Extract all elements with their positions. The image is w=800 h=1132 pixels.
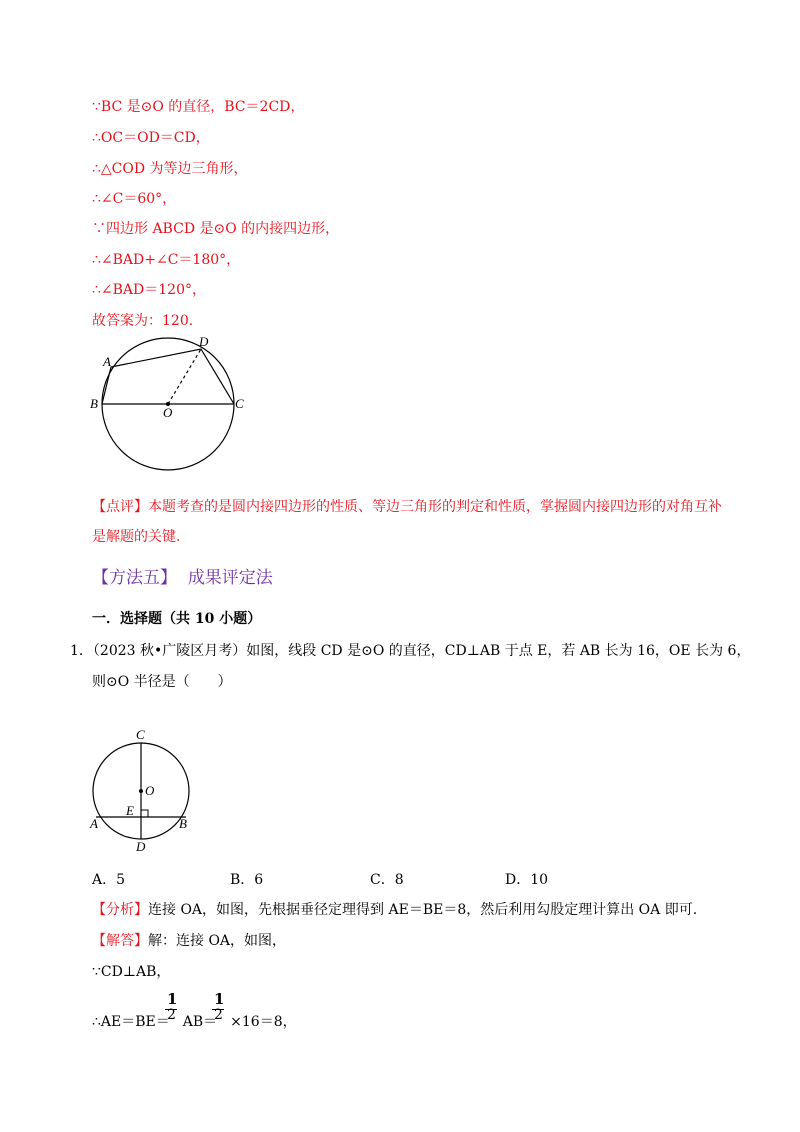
label-b: B bbox=[90, 396, 98, 411]
option-b[interactable]: B．6 bbox=[230, 872, 264, 888]
label-d-2: D bbox=[136, 839, 146, 854]
analysis-text: 连接 OA，如图，先根据垂径定理得到 AE＝BE＝8，然后利用勾股定理计算出 OA 即可. bbox=[148, 902, 698, 918]
section-title: 成果评定法 bbox=[187, 568, 273, 588]
solution-line-2: ∴OC＝OD＝CD， bbox=[92, 130, 210, 146]
solution-line-5: ∵四边形 ABCD 是⊙O 的内接四边形， bbox=[92, 221, 340, 237]
analysis-line bbox=[92, 900, 697, 920]
step-2-lhs: ∴AE＝BE＝ bbox=[92, 1014, 170, 1030]
label-o-2: O bbox=[145, 783, 155, 798]
label-a-2: A bbox=[90, 816, 98, 831]
solution-line-1: ∵BC 是⊙O 的直径，BC＝2CD， bbox=[92, 99, 305, 115]
question-text-1: （2023 秋•广陵区月考）如图，线段 CD 是⊙O 的直径，CD⊥AB 于点 E，若 AB 长为 16，OE 长为 6， bbox=[92, 643, 751, 659]
step-2-rhs: ×16＝8， bbox=[230, 1014, 297, 1030]
label-o: O bbox=[163, 405, 173, 420]
fraction-1-denominator: 2 bbox=[167, 1007, 176, 1023]
label-d: D bbox=[199, 334, 209, 349]
comment-text-1: 本题考查的是圆内接四边形的性质、等边三角形的判定和性质，掌握圆内接四边形的对角互补 bbox=[148, 499, 722, 515]
answer-text: 解：连接 OA，如图， bbox=[148, 933, 287, 949]
analysis-tag: 【分析】 bbox=[92, 902, 148, 918]
question-line-1 bbox=[70, 641, 750, 661]
fraction-2-numerator: 1 bbox=[214, 990, 225, 1008]
solution-line-6: ∴∠BAD+∠C＝180°， bbox=[92, 252, 241, 268]
center-point-2 bbox=[139, 789, 143, 793]
fraction-1-numerator: 1 bbox=[167, 990, 178, 1008]
comment-tag: 【点评】 bbox=[92, 499, 148, 515]
option-c[interactable]: C．8 bbox=[370, 872, 404, 888]
label-c-2: C bbox=[136, 727, 145, 742]
question-number: 1． bbox=[70, 643, 93, 659]
fraction-2-denominator: 2 bbox=[214, 1007, 223, 1023]
segment-od bbox=[168, 349, 201, 404]
label-c: C bbox=[235, 396, 244, 411]
step-2-mid: AB＝ bbox=[182, 1014, 218, 1030]
label-a: A bbox=[103, 354, 111, 369]
figure-cyclic-quadrilateral bbox=[85, 330, 255, 475]
option-a[interactable]: A．5 bbox=[92, 872, 126, 888]
step-2 bbox=[92, 1012, 297, 1032]
label-b-2: B bbox=[179, 816, 187, 831]
step-1: ∵CD⊥AB， bbox=[92, 964, 171, 980]
section-tag: 【方法五】 bbox=[92, 568, 177, 588]
option-d[interactable]: D．10 bbox=[505, 872, 549, 888]
right-angle-mark bbox=[141, 810, 148, 817]
part-heading: 一．选择题（共 10 小题） bbox=[92, 611, 262, 627]
figure-perpendicular-chord bbox=[85, 725, 205, 855]
label-e-2: E bbox=[126, 803, 134, 818]
comment-line-2: 是解题的关键. bbox=[92, 529, 181, 545]
solution-line-7: ∴∠BAD＝120°， bbox=[92, 282, 206, 298]
question-line-2: 则⊙O 半径是（ ） bbox=[92, 674, 232, 690]
comment-line-1 bbox=[92, 497, 722, 517]
solution-line-3: ∴△COD 为等边三角形， bbox=[92, 161, 248, 177]
answer-line bbox=[92, 931, 286, 951]
solution-line-4: ∴∠C＝60°， bbox=[92, 191, 177, 207]
section-heading bbox=[92, 566, 273, 590]
solution-line-8: 故答案为：120. bbox=[92, 313, 194, 329]
answer-tag: 【解答】 bbox=[92, 933, 148, 949]
